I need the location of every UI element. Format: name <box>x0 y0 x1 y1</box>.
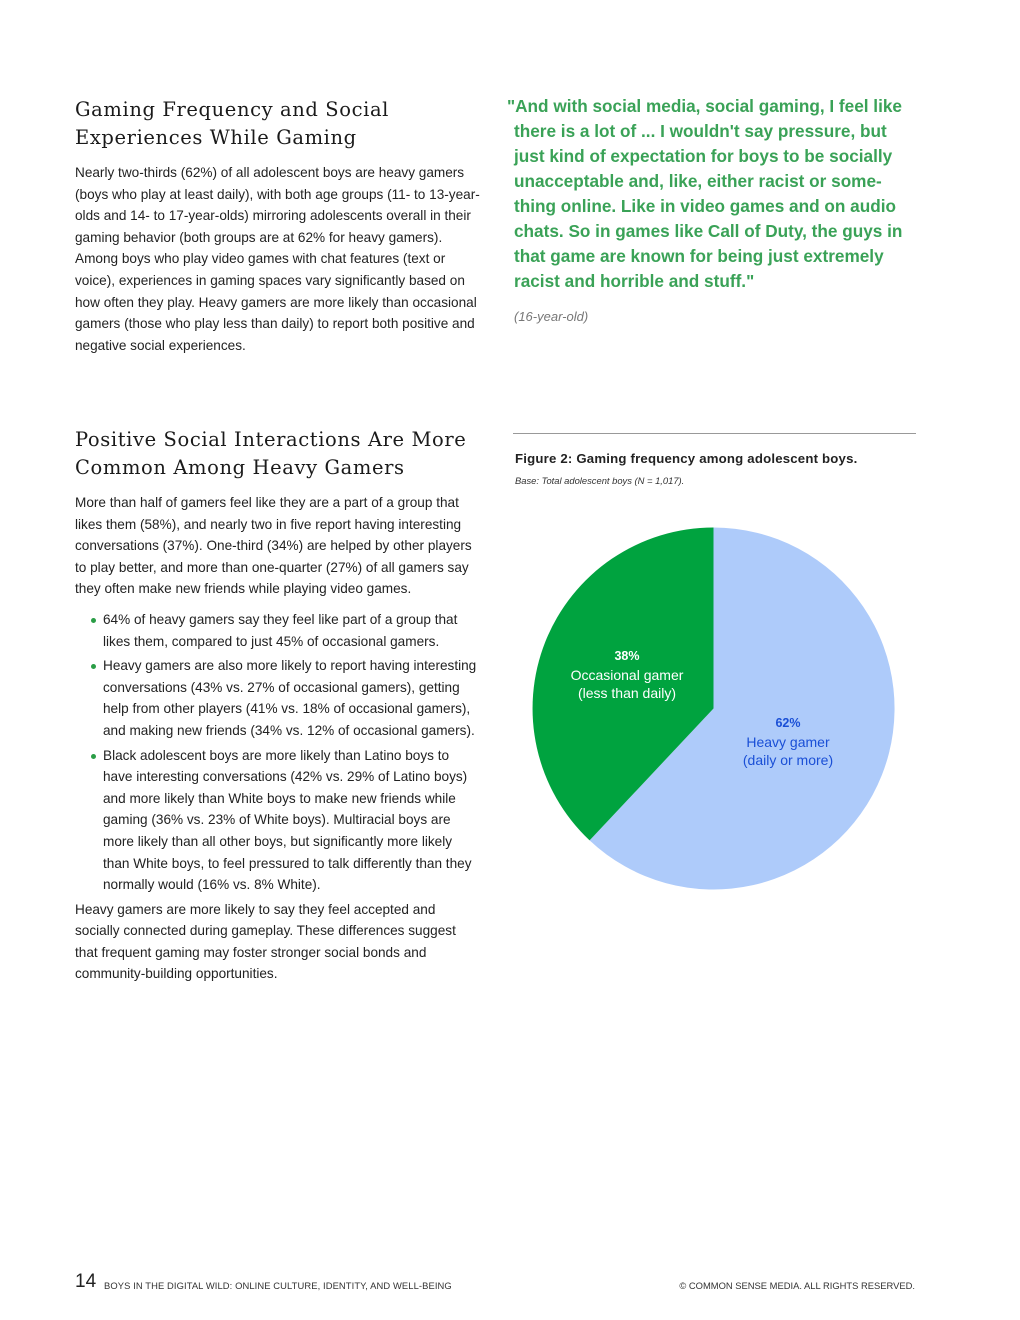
pull-quote-attribution: (16-year-old) <box>514 309 589 324</box>
list-item <box>75 609 480 652</box>
section-body: Nearly two-thirds (62%) of all adolescent boys are heavy gamers (boys who play at least daily), with both age groups (11- to 13-year-olds and 14- to 17-year-olds) mirroring adolescents overall in their gaming behavior (both groups are at 62% for heavy gamers). Among boys who play video games with chat features (text or voice), experiences in gaming spaces vary significantly based on how often they play. Heavy gamers are more likely than occasional gamers (those who play less than daily) to report both positive and negative social experiences. <box>75 165 480 353</box>
pie-label-occasional <box>551 647 703 703</box>
list-item-text: Black adolescent boys are more likely than Latino boys to have interesting conversations (42% vs. 29% of Latino boys) and more likely than White boys to make new friends while gaming (36% vs. 23% of White boys). Multiracial boys are more likely than all other boys, but significantly more likely than White boys, to feel pressured to talk differently than they normally would (16% vs. 8% White). <box>103 747 472 893</box>
section-positive-interactions <box>75 426 480 985</box>
pie-label-percent: 62% <box>775 716 801 730</box>
figure-divider <box>513 433 916 434</box>
heading-line-2: Common Among Heavy Gamers <box>75 456 405 479</box>
list-item-text: Heavy gamers are also more likely to report having interesting conversations (43% vs. 27% of occasional gamers), getting help from other players (41% vs. 18% of occasional gamers), and making new friends (34% vs. 12% of occasional gamers). <box>103 658 477 738</box>
pie-label-name: Occasional gamer <box>570 666 684 683</box>
figure-title: Figure 2: Gaming frequency among adolescent boys. <box>515 451 858 466</box>
heading-line-1: Gaming Frequency and Social <box>75 98 390 121</box>
pull-quote-text: "And with social media, social gaming, I feel like there is a lot of ... I wouldn't say pressure, but just kind of expectation for boys to be socially unacceptable and, like, either racist or something online. Like in video games and on audio chats. So in games like Call of Duty, the guys in that game are known for being just extremely racist and horrible and stuff." <box>507 96 903 291</box>
pull-quote <box>507 94 917 294</box>
section-gaming-frequency <box>75 96 480 356</box>
section-closing: Heavy gamers are more likely to say they feel accepted and socially connected during gameplay. These differences suggest that frequent gaming may foster stronger social bonds and community-building opportunities. <box>75 901 456 982</box>
list-item <box>75 655 480 741</box>
section-intro: More than half of gamers feel like they are a part of a group that likes them (58%), and nearly two in five report having interesting conversations (37%). One-third (34%) are helped by other players to play better, and more than one-quarter (27%) of all gamers say they often make new friends while playing video games. <box>75 495 472 597</box>
bullet-dot-icon <box>91 664 96 669</box>
figure-base-note: Base: Total adolescent boys (N = 1,017). <box>515 475 685 486</box>
pie-label-heavy <box>712 714 864 770</box>
pie-label-percent: 38% <box>614 649 640 663</box>
pie-label-sub: (daily or more) <box>742 752 834 768</box>
page-number: 14 <box>75 1271 97 1292</box>
section-heading <box>75 96 480 152</box>
bullet-dot-icon <box>91 618 96 623</box>
heading-line-2: Experiences While Gaming <box>75 126 357 149</box>
list-item <box>75 745 480 896</box>
pie-chart <box>532 527 895 890</box>
pie-label-sub: (less than daily) <box>577 685 677 701</box>
footer-copyright: © COMMON SENSE MEDIA. ALL RIGHTS RESERVED. <box>679 1280 915 1291</box>
heading-line-1: Positive Social Interactions Are More <box>75 428 467 451</box>
pie-label-name: Heavy gamer <box>746 733 830 750</box>
bullet-dot-icon <box>91 754 96 759</box>
findings-list <box>75 609 480 896</box>
section-heading <box>75 426 480 482</box>
list-item-text: 64% of heavy gamers say they feel like part of a group that likes them, compared to just 45% of occasional gamers. <box>103 611 458 649</box>
footer-report-title: BOYS IN THE DIGITAL WILD: ONLINE CULTURE, IDENTITY, AND WELL-BEING <box>104 1280 452 1291</box>
